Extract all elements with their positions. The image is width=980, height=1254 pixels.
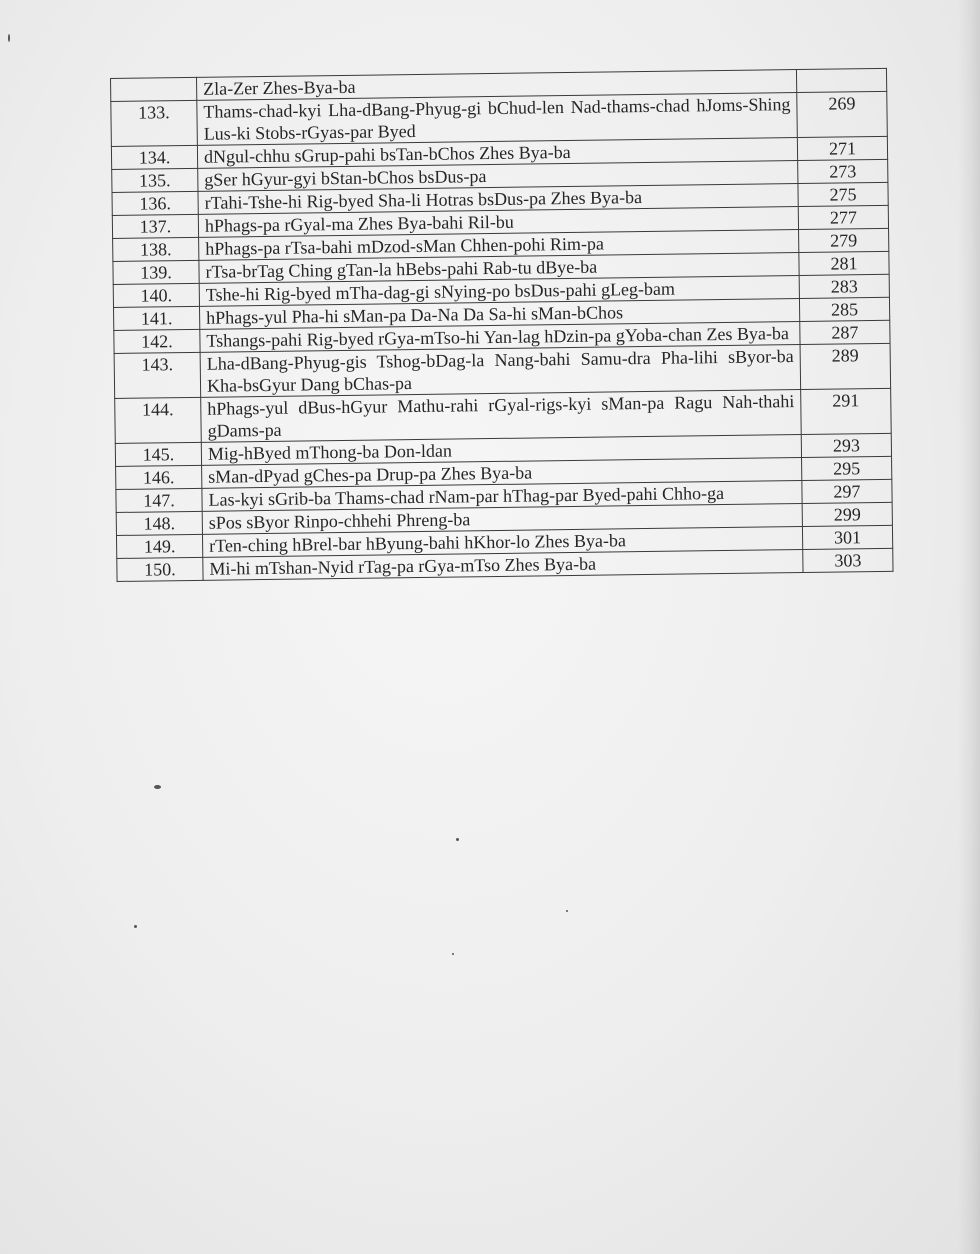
entry-page: 295 [802,456,892,480]
entry-page: 277 [798,205,888,229]
entry-title: Lha-dBang-Phyug-gis Tshog-bDag-la Nang-bahi Samu-dra Pha-lihi sByor-ba Kha-bsGyur Dang bChas-pa [200,344,801,397]
entry-page: 271 [797,136,887,160]
entry-number: 134. [111,145,197,169]
entry-number: 142. [114,329,200,353]
entry-title: hPhags-yul dBus-hGyur Mathu-rahi rGyal-rigs-kyi sMan-pa Ragu Nah-thahi gDams-pa [201,389,802,442]
entry-title: Tshangs-pahi Rig-byed rGya-mTso-hi Yan-lag hDzin-pa gYoba-chan Zes Bya-ba [200,321,800,352]
entry-title: Las-kyi sGrib-ba Thams-chad rNam-par hThag-par Byed-pahi Chho-ga [202,480,802,511]
entry-number: 150. [117,557,203,581]
entry-number: 146. [116,465,202,489]
entry-number: 147. [116,488,202,512]
entry-title: hPhags-pa rGyal-ma Zhes Bya-bahi Ril-bu [198,207,798,238]
entry-page: 285 [799,297,889,321]
entry-page: 275 [798,182,888,206]
entry-page: 287 [800,320,890,344]
entry-title: dNgul-chhu sGrup-pahi bsTan-bChos Zhes Bya-ba [197,138,797,169]
entry-number: 139. [113,260,199,284]
entry-title: Tshe-hi Rig-byed mTha-dag-gi sNying-po bsDus-pahi gLeg-bam [199,275,799,306]
entry-page: 281 [799,251,889,275]
entry-title: Mi-hi mTshan-Nyid rTag-pa rGya-mTso Zhes Bya-ba [203,549,803,580]
toc-table-wrapper [110,68,893,582]
page-edge-shadow [958,0,980,1254]
entry-title: hPhags-pa rTsa-bahi mDzod-sMan Chhen-pohi Rim-pa [199,230,799,261]
entry-title: Mig-hByed mThong-ba Don-ldan [201,434,801,465]
paper-speck [566,910,568,912]
entry-number [111,77,197,101]
entry-number: 141. [114,306,200,330]
entry-page: 279 [799,228,889,252]
paper-speck [456,838,459,841]
entry-page: 289 [800,343,891,389]
paper-speck [154,785,161,789]
entry-title: rTsa-brTag Ching gTan-la hBebs-pahi Rab-tu dBye-ba [199,252,799,283]
entry-number: 143. [114,352,201,398]
table-of-contents [110,68,894,582]
entry-page: 283 [799,274,889,298]
entry-page: 273 [798,159,888,183]
entry-number: 137. [112,214,198,238]
entry-page: 303 [803,548,893,572]
entry-page: 301 [802,525,892,549]
entry-page: 269 [797,91,888,137]
entry-page: 293 [801,433,891,457]
entry-title: sMan-dPyad gChes-pa Drup-pa Zhes Bya-ba [202,457,802,488]
entry-title: sPos sByor Rinpo-chhehi Phreng-ba [202,503,802,534]
entry-number: 138. [113,237,199,261]
entry-page: 291 [801,388,892,434]
entry-page [796,68,886,92]
entry-title: rTahi-Tshe-hi Rig-byed Sha-li Hotras bsDus-pa Zhes Bya-ba [198,184,798,215]
entry-title: Zla-Zer Zhes-Bya-ba [196,70,796,101]
entry-number: 149. [116,534,202,558]
entry-number: 145. [115,442,201,466]
entry-page: 299 [802,502,892,526]
entry-number: 144. [115,397,202,443]
entry-title: rTen-ching hBrel-bar hByung-bahi hKhor-lo Zhes Bya-ba [202,526,802,557]
paper-speck [134,925,137,928]
entry-page: 297 [802,479,892,503]
entry-title: gSer hGyur-gyi bStan-bChos bsDus-pa [198,161,798,192]
entry-title: Thams-chad-kyi Lha-dBang-Phyug-gi bChud-len Nad-thams-chad hJoms-Shing Lus-ki Stobs-rGyas-par Byed [197,93,798,146]
entry-number: 148. [116,511,202,535]
entry-number: 136. [112,191,198,215]
entry-number: 140. [113,283,199,307]
paper-speck [8,34,10,42]
entry-title: hPhags-yul Pha-hi sMan-pa Da-Na Da Sa-hi sMan-bChos [199,298,799,329]
paper-speck [452,953,454,955]
entry-number: 133. [111,100,198,146]
entry-number: 135. [112,168,198,192]
